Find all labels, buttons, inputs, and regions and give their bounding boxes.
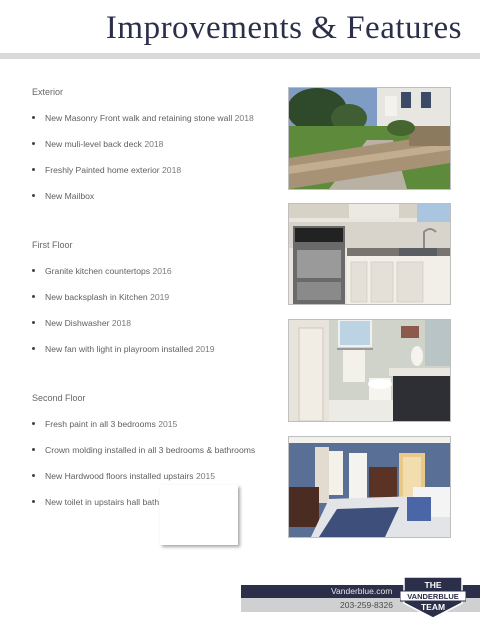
- list-item: Freshly Painted home exterior 2018: [32, 165, 282, 191]
- section-heading: Exterior: [32, 87, 64, 97]
- kitchen-photo: [289, 204, 450, 304]
- list-item: New Hardwood floors installed upstairs 2015: [32, 471, 282, 497]
- list-item: Fresh paint in all 3 bedrooms 2015: [32, 419, 282, 445]
- section-heading: First Floor: [32, 240, 73, 250]
- section-first-floor: [32, 240, 282, 370]
- vanderblue-team-logo: [400, 577, 466, 624]
- list-item: New muli-level back deck 2018: [32, 139, 282, 165]
- list-item: Crown molding installed in all 3 bedrooms & bathrooms: [32, 445, 282, 471]
- logo-line-2: VANDERBLUE: [407, 592, 459, 601]
- logo-line-1: THE: [424, 580, 442, 590]
- list-item: New toilet in upstairs hall bath: [32, 497, 282, 523]
- list-item: New fan with light in playroom installed 2019: [32, 344, 282, 370]
- bedroom-photo: [289, 437, 450, 537]
- decorative-shadow-box: [160, 485, 238, 545]
- phone-number: 203-259-8326: [340, 600, 393, 610]
- page-title: Improvements & Features: [105, 10, 462, 46]
- section-exterior: [32, 87, 282, 217]
- logo-line-3: TEAM: [420, 602, 446, 612]
- bathroom-photo: [289, 320, 450, 421]
- list-item: New backsplash in Kitchen 2019: [32, 292, 282, 318]
- list-item: New Masonry Front walk and retaining stone wall 2018: [32, 113, 282, 139]
- section-second-floor: [32, 393, 282, 523]
- list-item: New Dishwasher 2018: [32, 318, 282, 344]
- title-divider: [0, 53, 480, 59]
- exterior-stone-walk-photo: [289, 88, 450, 189]
- section-heading: Second Floor: [32, 393, 86, 403]
- list-item: New Mailbox: [32, 191, 282, 217]
- list-item: Granite kitchen countertops 2016: [32, 266, 282, 292]
- website-link[interactable]: Vanderblue.com: [331, 586, 393, 596]
